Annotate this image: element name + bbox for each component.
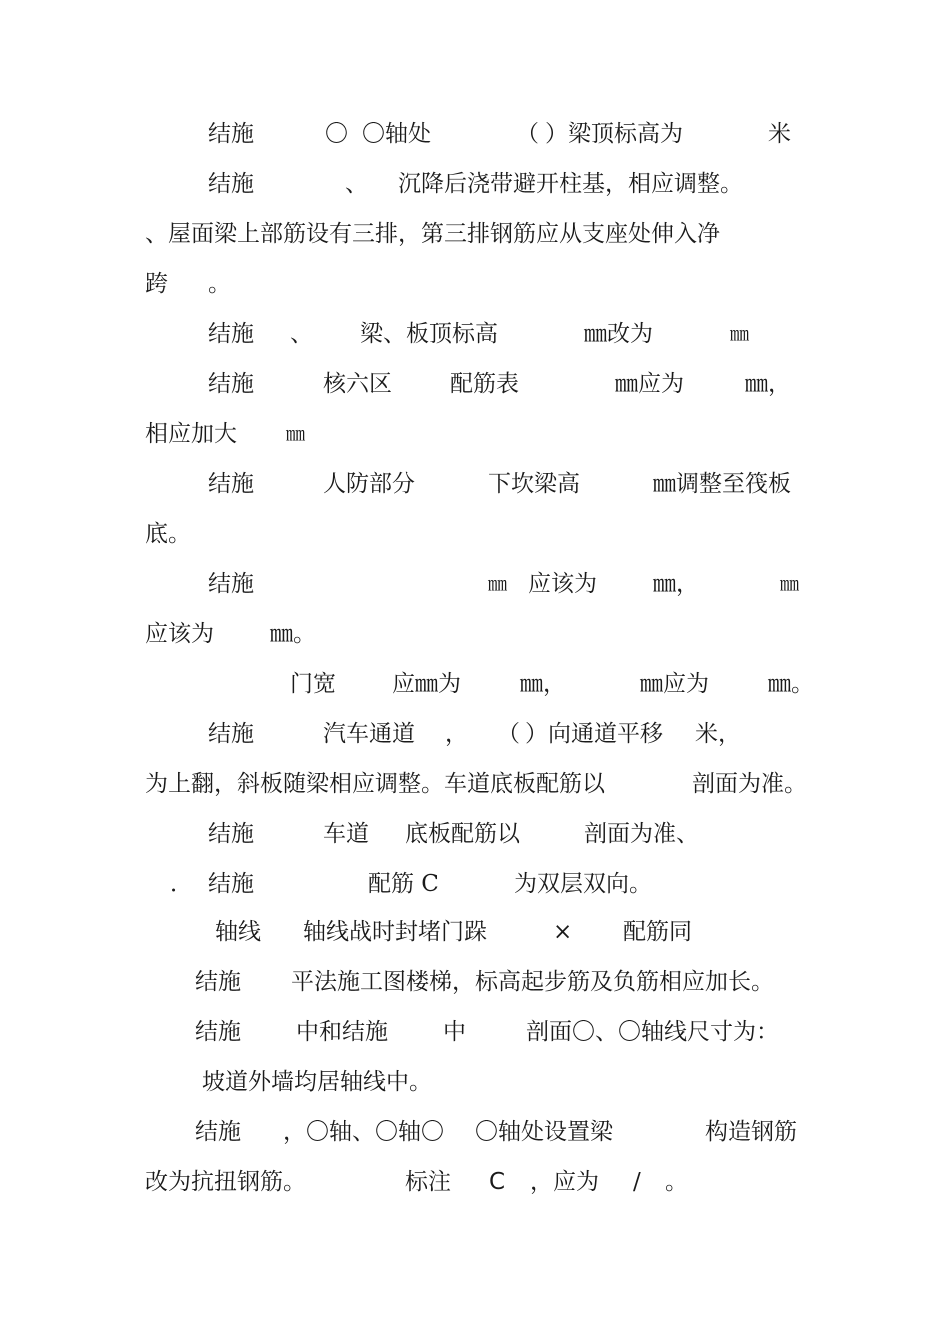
text-line (0, 516, 950, 552)
text-segment: 配筋 C (368, 871, 439, 897)
text-segment: / (633, 1169, 641, 1195)
text-segment: 中和结施 (296, 1019, 388, 1045)
text-line (0, 766, 950, 802)
text-segment: 车道 (323, 821, 369, 847)
text-segment: （ (497, 721, 520, 747)
text-segment: 结施 (208, 721, 254, 747)
text-segment: 结施 (208, 871, 254, 897)
text-segment: ㎜调整至筏板 (653, 471, 791, 497)
text-segment: ㎜。 (768, 671, 814, 697)
text-segment: ㎜。 (270, 621, 316, 647)
text-segment: ㎜应为 (640, 671, 709, 697)
text-line (0, 964, 950, 1000)
text-segment: 结施 (208, 821, 254, 847)
text-segment: 门宽 (290, 671, 336, 697)
text-line (0, 466, 950, 502)
text-segment: 结施 (195, 969, 241, 995)
text-segment: 核六区 (323, 371, 392, 397)
text-segment: 应㎜为 (392, 671, 461, 697)
text-segment: 结施 (195, 1019, 241, 1045)
text-line (0, 866, 950, 902)
text-segment: 应该为 (528, 571, 597, 597)
text-segment: 结施 (208, 371, 254, 397)
text-segment: 结施 (208, 321, 254, 347)
text-segment: ㎜ (286, 423, 306, 445)
text-segment: 米， (695, 721, 741, 747)
text-segment: 相应加大 (145, 421, 237, 447)
text-segment: 结施 (208, 471, 254, 497)
text-segment: 〇轴处设置梁 (475, 1119, 613, 1145)
text-line (0, 666, 950, 702)
text-segment: 平法施工图楼梯，标高起步筋及负筋相应加长。 (291, 969, 774, 995)
text-segment: 中 (443, 1019, 466, 1045)
text-segment: 为上翻，斜板随梁相应调整。车道底板配筋以 (145, 771, 605, 797)
text-line (0, 316, 950, 352)
text-segment: 坡道外墙均居轴线中。 (202, 1069, 432, 1095)
text-segment: 配筋表 (450, 371, 519, 397)
text-segment: 剖面〇、〇轴线尺寸为： (526, 1019, 779, 1045)
text-segment: 。 (208, 271, 231, 297)
text-line (0, 914, 950, 950)
text-line (0, 1114, 950, 1150)
text-segment: 〇轴处 (362, 121, 431, 147)
text-line (0, 566, 950, 602)
text-segment: 配筋同 (623, 919, 692, 945)
text-line (0, 616, 950, 652)
text-segment: 构造钢筋 (705, 1119, 797, 1145)
text-segment: ）梁顶标高为 (545, 121, 683, 147)
text-segment: 底。 (145, 521, 191, 547)
text-segment: 米 (768, 121, 791, 147)
text-segment: 轴线 (215, 919, 261, 945)
text-segment: 梁、板顶标高 (360, 321, 498, 347)
text-segment: 结施 (195, 1119, 241, 1145)
text-segment: 下坎梁高 (488, 471, 580, 497)
text-segment: 底板配筋以 (405, 821, 520, 847)
text-segment: 汽车通道 (323, 721, 415, 747)
text-segment: ， (445, 721, 468, 747)
text-line (0, 266, 950, 302)
text-segment: 剖面为准、 (584, 821, 699, 847)
text-line (0, 1014, 950, 1050)
text-segment: （ (516, 121, 539, 147)
text-segment: ，〇轴、〇轴〇 (283, 1119, 444, 1145)
text-segment: 、 (345, 171, 368, 197)
text-segment: 、屋面梁上部筋设有三排，第三排钢筋应从支座处伸入净 (145, 221, 720, 247)
text-segment: ㎜， (520, 671, 566, 697)
text-line (0, 816, 950, 852)
text-segment: 应该为 (145, 621, 214, 647)
text-segment: 轴线战时封堵门跺 (303, 919, 487, 945)
text-segment: ㎜应为 (615, 371, 684, 397)
text-segment: ． (170, 871, 193, 897)
text-segment: 沉降后浇带避开柱基，相应调整。 (398, 171, 743, 197)
text-line (0, 166, 950, 202)
text-line (0, 366, 950, 402)
text-line (0, 216, 950, 252)
text-line (0, 1064, 950, 1100)
text-segment: ㎜， (653, 571, 699, 597)
text-segment: ）向通道平移 (525, 721, 663, 747)
text-segment: 标注 (405, 1169, 451, 1195)
text-line (0, 416, 950, 452)
text-segment: 人防部分 (323, 471, 415, 497)
text-segment: 剖面为准。 (692, 771, 807, 797)
text-line (0, 716, 950, 752)
text-line (0, 116, 950, 152)
text-segment: 结施 (208, 121, 254, 147)
text-segment: 〇 (325, 121, 348, 147)
text-segment: 结施 (208, 571, 254, 597)
text-segment: 为双层双向。 (514, 871, 652, 897)
text-line (0, 1164, 950, 1200)
text-segment: 、 (290, 321, 313, 347)
text-segment: ㎜， (745, 371, 791, 397)
text-segment: C (489, 1169, 506, 1195)
text-segment: ，应为 (530, 1169, 599, 1195)
text-segment: × (553, 919, 573, 945)
text-segment: ㎜ (730, 323, 750, 345)
text-segment: 跨 (145, 271, 168, 297)
text-segment: ㎜ (488, 573, 508, 595)
text-segment: 结施 (208, 171, 254, 197)
text-segment: ㎜改为 (584, 321, 653, 347)
text-segment: 。 (665, 1169, 688, 1195)
text-segment: 改为抗扭钢筋。 (145, 1169, 306, 1195)
text-segment: ㎜ (780, 573, 800, 595)
